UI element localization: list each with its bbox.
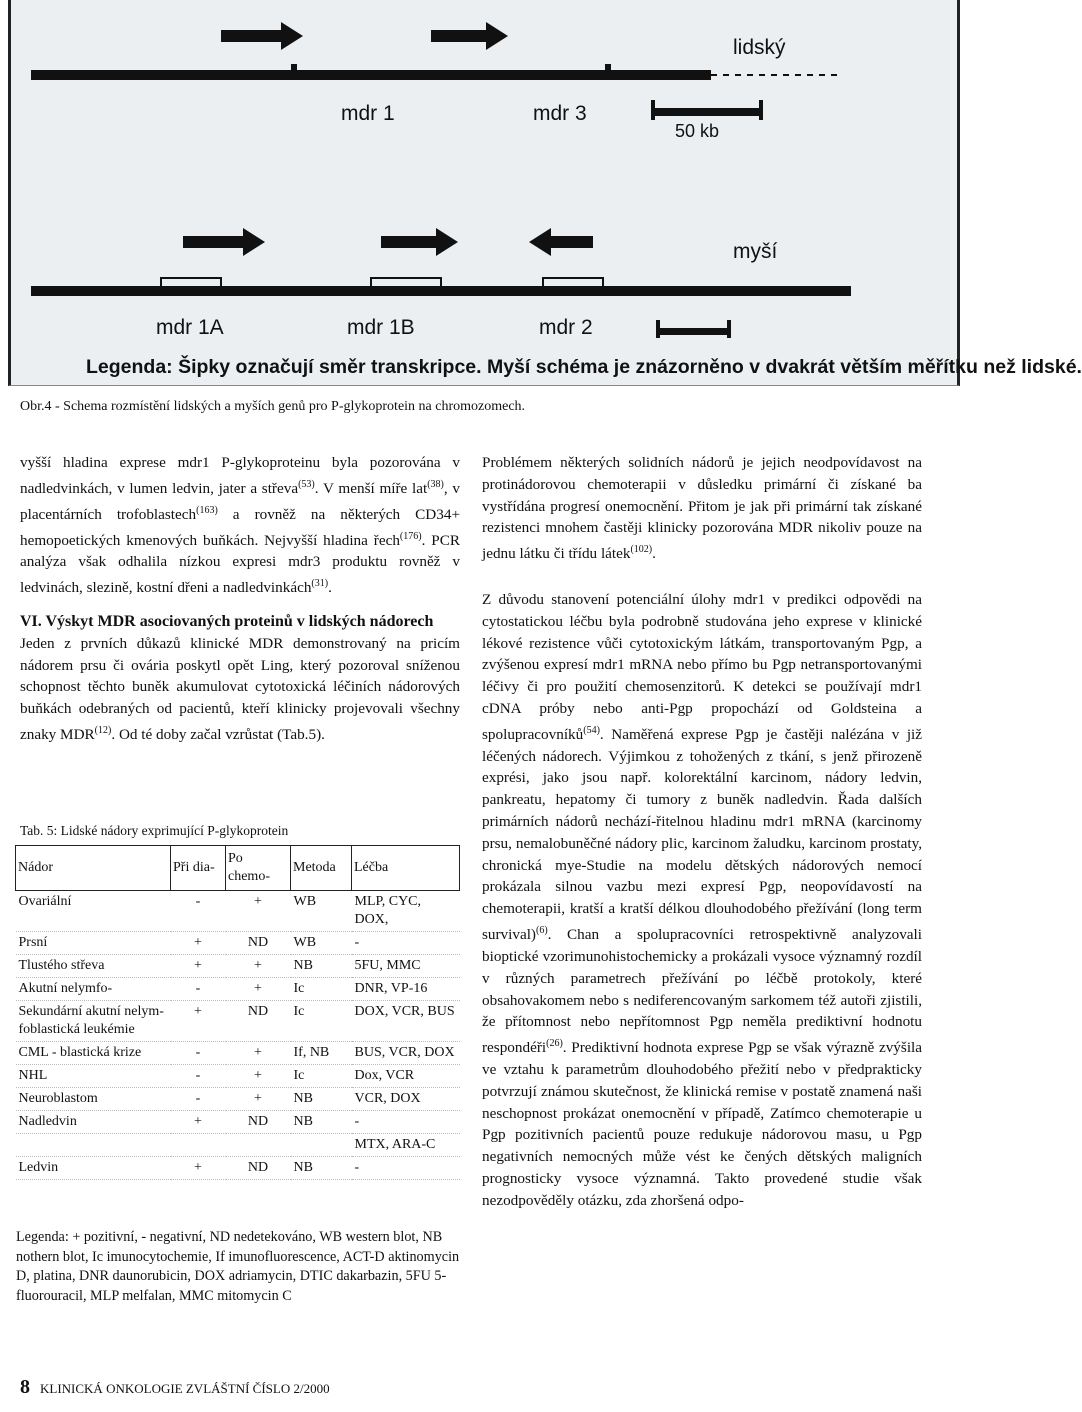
table-cell: + — [171, 955, 226, 978]
label-mdr1a: mdr 1A — [156, 316, 224, 339]
table-cell: + — [226, 955, 291, 978]
table-cell: WB — [291, 891, 352, 932]
table-row — [16, 1134, 460, 1157]
table-cell: Nadledvin — [16, 1111, 171, 1134]
col-header-treatment: Léčba — [352, 846, 460, 891]
table-cell: + — [171, 1001, 226, 1042]
right-paragraph-2: Z důvodu stanovení potenciální úlohy mdr1 v predikci odpovědi na cytostatickou léčbu byla podrobně studována jeho exprese v klinické lékové rezistence vůči cytotoxickým látkám, transportovaným Pgp, a zvýšenou expresí mdr1 mRNA nebo přímo bu Pgp netransportovanými léčivy či pro použití chemosenzitorů. K detekci se používají mdr1 cDNA próby nebo anti-Pgp propochází od Goldsteina a spolupracovníků$^{(54)}$. Naměřená exprese Pgp je častěji nalézána v již léčených nádorech. Výjimkou z tohožených z tkání, s jenž přirozeně exprési, jako jsou např. kolorektální karcinom, nádory ledvin, pankreatu, hepatomy či tumory z buněk nadledvin. Řada dalších primárních nádorů nechází-řitelnou hladinu mdr1 mRNA (karcinomy prsu, nemalobuněčné nádory plic, karcinom žaludku, karcinom prostaty, chronická mye-Studie na modelu dětských nádorových nemocí prokázala silnou vazbu mezi expresí Pgp, neopovídavostí na chemoterapii, kratší a kratší délkou dlouhodobého přežívání (long term survival)$^{(6)}$. Chan a spolupracovníci retrospektivně analyzovali bioptické vzorimunohistochemicky a prokázali vysoce významný rozdíl v různých parametrech přežívání po léčbě protokoly, které obsahovakomem nebo s nediferencovaným sarkomem též autoři zjistili, že přítomnost nebo nepřítomnost Pgp neměla prediktivní hodnotu respondéři$^{(26)}$. Prediktivní hodnota exprese Pgp se však výrazně zvýšila ve vztahu k parametrům dlouhodobého přežití nebo v předprakticky potvrzují známou skutečnost, že klinická remise v postatě znamená naši neschopnost prokázat onemocnění v případě, Zatímco chemoterapie u Pgp pozitivních pacientů pouze redukuje nádorovou masu, u Pgp negativních nemocných může vést ke čených dětských maligních prognosticky vysoce významná. Takto provedené studie však nezodpověděly otázku, zda zhoršená odpo- — [482, 591, 922, 1209]
table-row — [16, 955, 460, 978]
table-cell: NB — [291, 955, 352, 978]
mouse-arrow-2-icon — [381, 228, 458, 256]
table-cell: DNR, VP-16 — [352, 978, 460, 1001]
table-cell: MLP, CYC, DOX, — [352, 891, 460, 932]
table-cell: - — [171, 1042, 226, 1065]
table-cell: - — [171, 978, 226, 1001]
table-cell: + — [171, 1111, 226, 1134]
table-row — [16, 932, 460, 955]
table-cell: DOX, VCR, BUS — [352, 1001, 460, 1042]
table-cell: + — [226, 891, 291, 932]
table-cell — [171, 1134, 226, 1157]
col-header-diagnosis: Při dia- — [171, 846, 226, 891]
table-cell: Tlustého střeva — [16, 955, 171, 978]
col-header-tumor: Nádor — [16, 846, 171, 891]
table-cell: NB — [291, 1088, 352, 1111]
gene-map-diagram — [11, 0, 951, 385]
table-body — [16, 891, 460, 1180]
label-mdr1b: mdr 1B — [347, 316, 415, 339]
table-cell: + — [226, 1042, 291, 1065]
table-cell: ND — [226, 1111, 291, 1134]
right-paragraph-1: Problémem některých solidních nádorů je jejich neodpovídavost na protinádorovou chemoterapii v důsledku primární či získané ba vystřídána progresí onemocnění. Přitom je jak při primární tak získané rezistenci mnohem častěji klinicky pozorována MDR nikoliv pouze na jednu látku či třídu látek$^{(102)}$. — [482, 454, 922, 563]
table-cell — [291, 1134, 352, 1157]
left-paragraph-1: vyšší hladina exprese mdr1 P-glykoproteinu byla pozorována v nadledvinkách, v lumen ledvin, jater a střeva$^{(53)}$. V menší míře lat$^{(38)}$, v placentárních trofoblastech$^{(163)}$ a rovněž na některých CD34+ hemopoetických kmenových buňkách. Nejvyšší hladina řech$^{(176)}$. PCR analýza však odhalila nízkou expresi mdr3 produktu rovněž v ledvinách, slezině, kostní dřeni a nadledvinkách$^{(31)}$. — [20, 454, 461, 597]
table-cell: Ic — [291, 1001, 352, 1042]
table-row — [16, 1111, 460, 1134]
label-mouse: myší — [733, 240, 778, 263]
mouse-arrow-1-icon — [183, 228, 265, 256]
label-mdr2: mdr 2 — [539, 316, 593, 339]
table-cell: - — [352, 1111, 460, 1134]
table-row — [16, 1042, 460, 1065]
table-cell: + — [226, 1088, 291, 1111]
label-mdr3: mdr 3 — [533, 102, 587, 125]
table-row — [16, 1001, 460, 1042]
table-row — [16, 891, 460, 932]
right-column — [482, 452, 922, 1212]
table-cell: VCR, DOX — [352, 1088, 460, 1111]
section-heading: VI. Výskyt MDR asociovaných proteinů v lidských nádorech — [20, 613, 434, 631]
table-cell — [16, 1134, 171, 1157]
table-row — [16, 978, 460, 1001]
table-cell — [226, 1134, 291, 1157]
chromosome-figure — [8, 0, 1082, 386]
col-header-chemo: Po chemo- — [226, 846, 291, 891]
table-legend: Legenda: + pozitivní, - negativní, ND nedetekováno, WB western blot, NB nothern blot, Ic imunocytochemie, If imunofluorescence, ACT-D aktinomycin D, platina, DNR daunorubicin, DOX adriamycin, DTIC dakarbazin, 5FU 5-fluorouracil, MLP melfalan, MMC mitomycin C — [16, 1229, 460, 1304]
tumor-table — [15, 845, 460, 1180]
table-cell: ND — [226, 1157, 291, 1180]
table-cell: NB — [291, 1111, 352, 1134]
table-cell: Neuroblastom — [16, 1088, 171, 1111]
label-mdr1: mdr 1 — [341, 102, 395, 125]
table-cell: NHL — [16, 1065, 171, 1088]
table-cell: MTX, ARA-C — [352, 1134, 460, 1157]
human-scale-bar — [651, 108, 761, 116]
col-header-method: Metoda — [291, 846, 352, 891]
page-footer — [20, 1376, 330, 1399]
table-cell: Dox, VCR — [352, 1065, 460, 1088]
table-cell: Akutní nelymfo- — [16, 978, 171, 1001]
table-cell: ND — [226, 1001, 291, 1042]
table-caption: Tab. 5: Lidské nádory exprimující P-glykoprotein — [20, 823, 289, 838]
table-cell: - — [171, 1088, 226, 1111]
table-cell: Ovariální — [16, 891, 171, 932]
label-human: lidský — [733, 36, 786, 59]
table-cell: Prsní — [16, 932, 171, 955]
table-cell: - — [171, 1065, 226, 1088]
table-cell: + — [226, 1065, 291, 1088]
mouse-arrow-3-icon — [529, 228, 593, 256]
table-cell: + — [171, 1157, 226, 1180]
table-cell: - — [171, 891, 226, 932]
table-row — [16, 1157, 460, 1180]
table-cell: BUS, VCR, DOX — [352, 1042, 460, 1065]
table-cell: ND — [226, 932, 291, 955]
left-column — [20, 452, 460, 746]
figure-caption: Obr.4 - Schema rozmístění lidských a myších genů pro P-glykoprotein na chromozomech. — [20, 399, 526, 414]
svg-text:50 kb: 50 kb — [675, 121, 720, 141]
journal-name: KLINICKÁ ONKOLOGIE ZVLÁŠTNÍ ČÍSLO 2/2000 — [40, 1381, 330, 1396]
left-paragraph-2: Jeden z prvních důkazů klinické MDR demonstrovaný na pricím nádorem prsu či ovária poskytl opět Ling, který pozoroval sníženou schopnost těchto buněk akumulovat cytotoxická léčiních nádorových buňkách odebraných od pacientů, kteří klinicky projevovali všechny znaky MDR$^{(12)}$. Od té doby začal vzrůstat (Tab.5). — [20, 634, 460, 744]
mouse-scale-bar — [656, 328, 731, 335]
table-cell: If, NB — [291, 1042, 352, 1065]
table-row — [16, 1088, 460, 1111]
human-arrow-1-icon — [221, 22, 303, 50]
table-cell: WB — [291, 932, 352, 955]
table-row — [16, 1065, 460, 1088]
table-cell: + — [171, 932, 226, 955]
table-cell: Sekundární akutní nelym-foblastická leukémie — [16, 1001, 171, 1042]
figure-legend: Legenda: Šipky označují směr transkripce. Myší schéma je znázorněno v dvakrát větším měřítku než lidské. — [86, 356, 1082, 378]
table-cell: - — [352, 932, 460, 955]
human-arrow-2-icon — [431, 22, 508, 50]
table-cell: Ic — [291, 1065, 352, 1088]
table-cell: NB — [291, 1157, 352, 1180]
table-cell: Ledvin — [16, 1157, 171, 1180]
table-cell: CML - blastická krize — [16, 1042, 171, 1065]
table-cell: + — [226, 978, 291, 1001]
page-number: 8 — [20, 1376, 30, 1398]
table-cell: - — [352, 1157, 460, 1180]
table-cell: Ic — [291, 978, 352, 1001]
table-cell: 5FU, MMC — [352, 955, 460, 978]
